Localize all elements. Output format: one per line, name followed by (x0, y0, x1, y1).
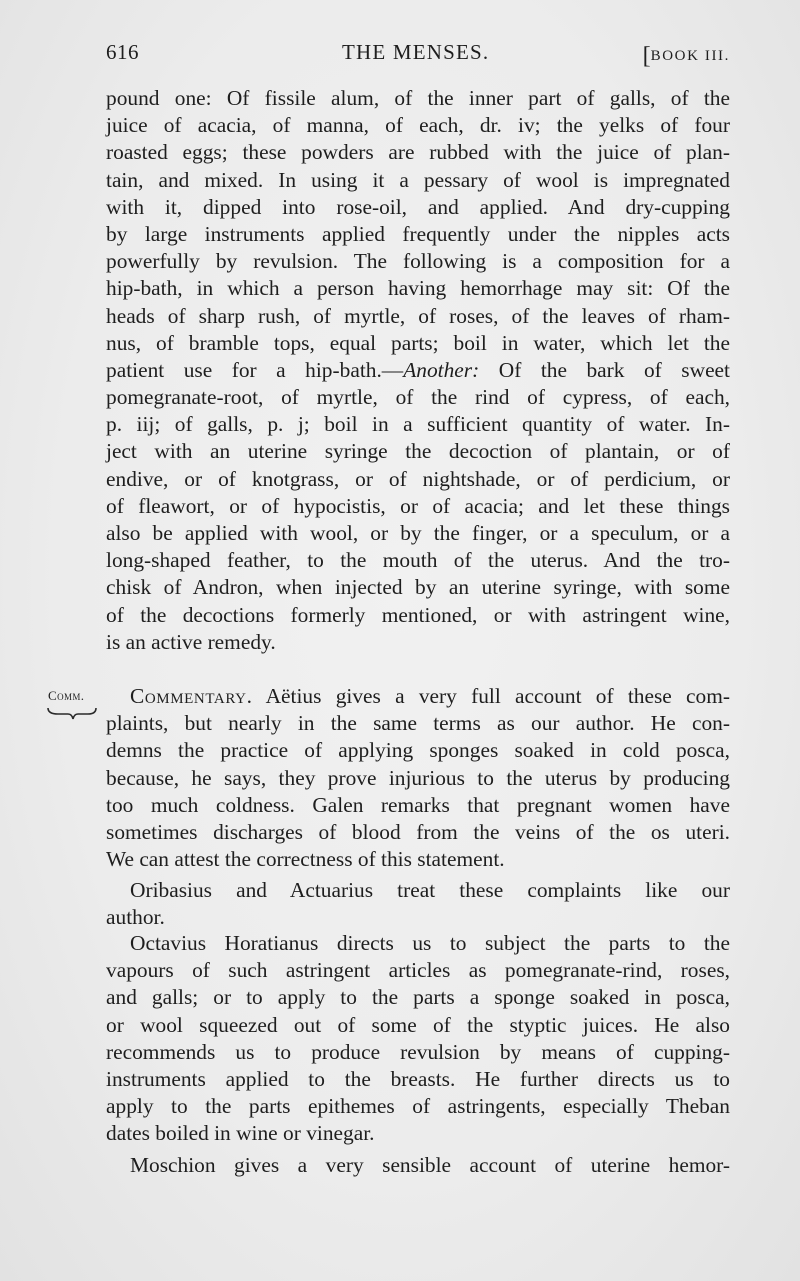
text-line: dates boiled in wine or vinegar. (106, 1121, 375, 1146)
margin-brace-icon (46, 706, 98, 722)
book-reference: [BOOK III. (642, 43, 730, 69)
text-line: ject with an uterine syringe the decoction of plantain, or of (106, 439, 730, 464)
margin-note-comm: Comm. (48, 688, 85, 703)
text-line: of the decoctions formerly mentioned, or with astringent wine, (106, 602, 730, 627)
paragraph-remedies (106, 85, 730, 656)
text-line: pound one: Of fissile alum, of the inner part of galls, of the (106, 86, 730, 110)
text-line-another (106, 357, 730, 384)
text-fragment: Of the bark of sweet (479, 357, 730, 382)
page-header (106, 40, 730, 70)
text-line: vapours of such astringent articles as pomegranate-rind, roses, (106, 958, 730, 983)
text-line: roasted eggs; these powders are rubbed with the juice of plan- (106, 140, 730, 165)
text-line: sometimes discharges of blood from the veins of the os uteri. (106, 819, 730, 844)
text-line: instruments applied to the breasts. He further directs us to (106, 1066, 730, 1091)
text-line: is an active remedy. (106, 629, 276, 654)
text-line: with it, dipped into rose-oil, and applied. And dry-cupping (106, 194, 730, 219)
text-line: and galls; or to apply to the parts a sponge soaked in posca, (106, 985, 730, 1010)
text-fragment: patient use for a hip-bath.— (106, 357, 404, 382)
commentary-label: Commentary. (130, 684, 253, 708)
text-line: juice of acacia, of manna, of each, dr. iv; the yelks of four (106, 113, 730, 138)
text-line: nus, of bramble tops, equal parts; boil in water, which let the (106, 330, 730, 355)
text-line: tain, and mixed. In using it a pessary of wool is impregnated (106, 167, 730, 192)
text-line: author. (106, 905, 165, 930)
text-line: plaints, but nearly in the same terms as our author. He con- (106, 711, 730, 736)
text-line: by large instruments applied frequently under the nipples acts (106, 221, 730, 246)
page-number: 616 (106, 40, 139, 64)
text-line: heads of sharp rush, of myrtle, of roses, of the leaves of rham- (106, 303, 730, 328)
running-title: THE MENSES. (342, 40, 490, 64)
text-line: of fleawort, or of hypocistis, or of acacia; and let these things (106, 493, 730, 518)
text-line: chisk of Andron, when injected by an uterine syringe, with some (106, 575, 730, 600)
text-line: pomegranate-root, of myrtle, of the rind of cypress, of each, (106, 385, 730, 410)
italic-another: Another: (403, 357, 480, 382)
text-line: endive, or of knotgrass, or of nightshade, or of perdicium, or (106, 466, 730, 491)
text-fragment: Aëtius gives a very full account of these com- (252, 684, 730, 708)
paragraph-octavius (106, 930, 730, 1148)
text-line: long-shaped feather, to the mouth of the uterus. And the tro- (106, 548, 730, 573)
text-line: because, he says, they prove injurious to the uterus by producing (106, 765, 730, 790)
text-line: demns the practice of applying sponges soaked in cold posca, (106, 738, 730, 763)
text-line: also be applied with wool, or by the finger, or a speculum, or a (106, 521, 730, 545)
text-line: p. iij; of galls, p. j; boil in a sufficient quantity of water. In- (106, 412, 730, 437)
paragraph-commentary (106, 683, 730, 873)
text-line: We can attest the correctness of this statement. (106, 847, 505, 872)
text-line: Octavius Horatianus directs us to subject the parts to the (130, 931, 730, 955)
text-line: hip-bath, in which a person having hemorrhage may sit: Of the (106, 276, 730, 301)
text-line: powerfully by revulsion. The following is a composition for a (106, 249, 730, 274)
paragraph-moschion (106, 1152, 730, 1179)
text-line: Moschion gives a very sensible account of uterine hemor- (130, 1153, 730, 1177)
paragraph-oribasius (106, 877, 730, 931)
book-reference-text: BOOK III. (650, 48, 730, 64)
text-line-commentary-start (106, 683, 730, 710)
text-line: apply to the parts epithemes of astringents, especially Theban (106, 1094, 730, 1119)
text-line: too much coldness. Galen remarks that pregnant women have (106, 792, 730, 817)
text-line: or wool squeezed out of some of the styptic juices. He also (106, 1012, 730, 1037)
text-line: Oribasius and Actuarius treat these complaints like our (130, 878, 730, 902)
text-line: recommends us to produce revulsion by means of cupping- (106, 1039, 730, 1064)
